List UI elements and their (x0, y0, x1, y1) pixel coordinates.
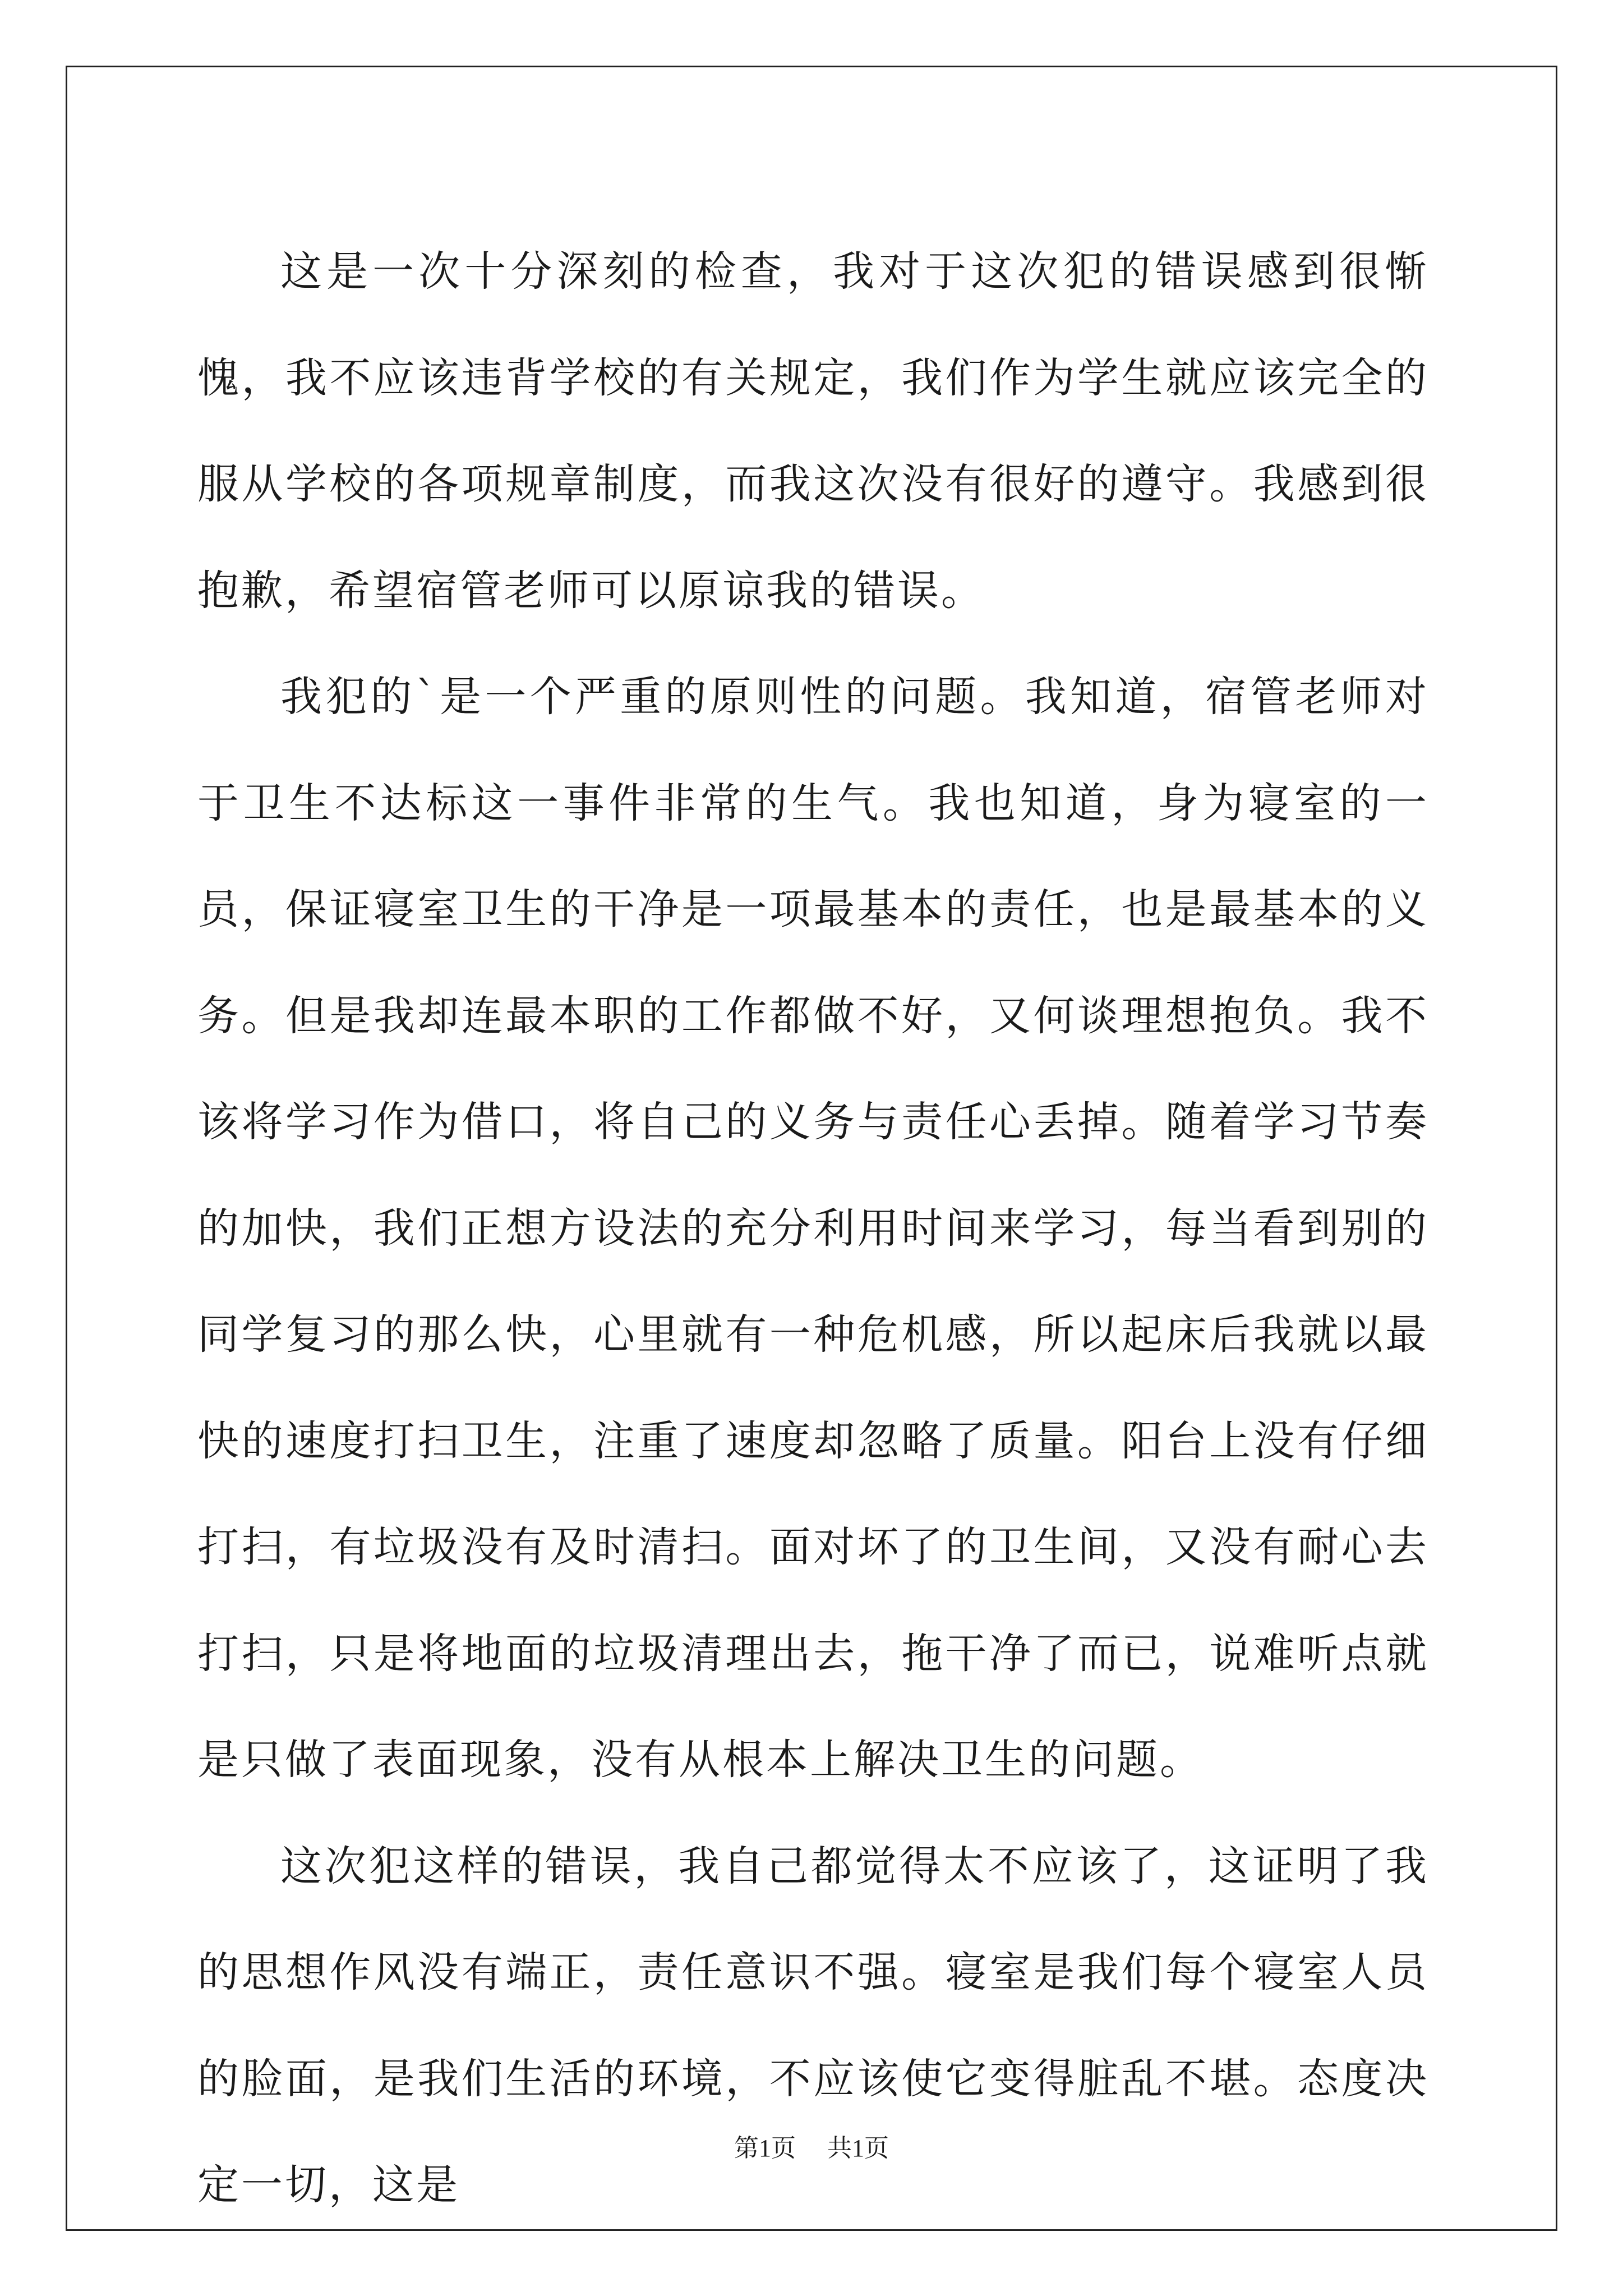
paragraph-2: 我犯的`是一个严重的原则性的问题。我知道，宿管老师对于卫生不达标这一事件非常的生气。我也知道，身为寝室的一员，保证寝室卫生的干净是一项最基本的责任，也是最基本的义务。但是我却连最本职的工作都做不好，又何谈理想抱负。我不该将学习作为借口，将自己的义务与责任心丢掉。随着学习节奏的加快，我们正想方设法的充分利用时间来学习，每当看到别的同学复习的那么快，心里就有一种危机感，所以起床后我就以最快的速度打扫卫生，注重了速度却忽略了质量。阳台上没有仔细打扫，有垃圾没有及时清扫。面对坏了的卫生间，又没有耐心去打扫，只是将地面的垃圾清理出去，拖干净了而已，说难听点就是只做了表面现象，没有从根本上解决卫生的问题。 (197, 673, 1429, 1784)
paragraph-1: 这是一次十分深刻的检查，我对于这次犯的错误感到很惭愧，我不应该违背学校的有关规定，我们作为学生就应该完全的服从学校的各项规章制度，而我这次没有很好的遵守。我感到很抱歉，希望宿管老师可以原谅我的错误。 (197, 247, 1429, 615)
paragraph-3: 这次犯这样的错误，我自己都觉得太不应该了，这证明了我的思想作风没有端正，责任意识不强。寝室是我们每个寝室人员的脸面，是我们生活的环境，不应该使它变得脏乱不堪。态度决定一切，这是 (197, 1842, 1429, 2209)
page-number-current: 第1页 (734, 2134, 796, 2162)
page-footer (0, 2132, 1623, 2165)
page-number-total: 共1页 (827, 2134, 889, 2162)
document-body (197, 219, 1429, 2239)
